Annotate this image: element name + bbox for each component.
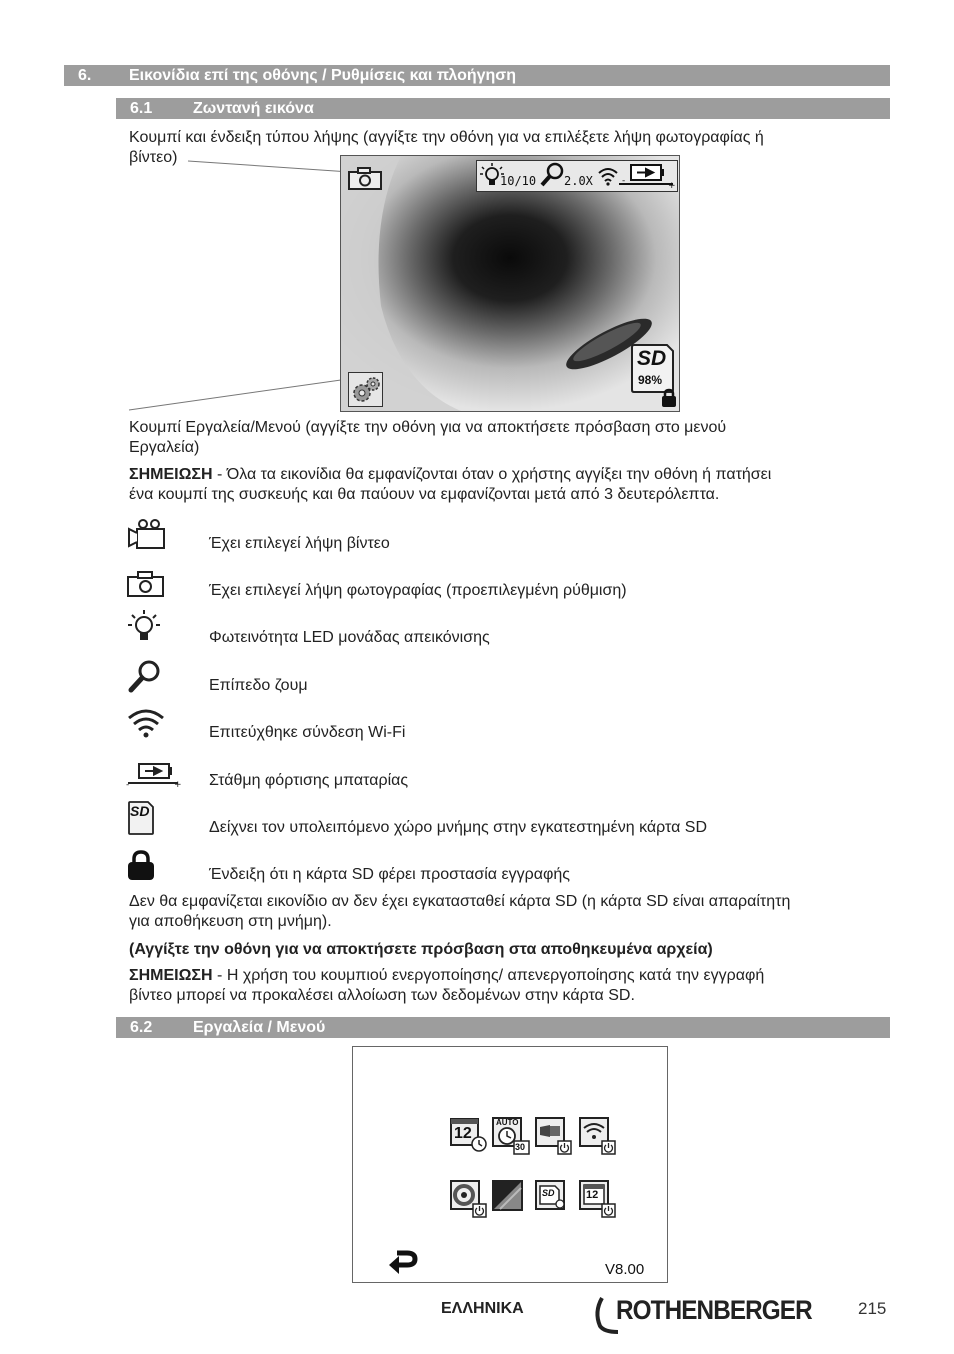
gear-icon (349, 373, 382, 406)
section-title: Ζωντανή εικόνα (193, 100, 314, 117)
date-setting-button[interactable] (450, 1117, 488, 1153)
status-bar (476, 160, 678, 192)
no-sd-note: Δεν θα εμφανίζεται εικονίδιο αν δεν έχει εγκατασταθεί κάρτα SD (η κάρτα SD είναι απαραίτητη για αποθήκευση στη μνήμη). (129, 893, 791, 930)
magnifier-icon (539, 162, 565, 188)
note-2: ΣΗΜΕΙΩΣΗ - Η χρήση του κουμπιού ενεργοποίησης/ απενεργοποίησης κατά την εγγραφή βίντεο μπορεί να προκαλέσει αλλοίωση των δεδομένων στην κάρτα SD. (129, 967, 765, 1004)
sd-label: SD (130, 803, 150, 819)
zoom-level: 2.0X (564, 174, 593, 188)
auto-off-button[interactable] (492, 1117, 530, 1155)
led-level: 10/10 (500, 174, 537, 188)
magnifier-icon (128, 659, 162, 693)
padlock-icon (127, 851, 155, 881)
svg-text:-: - (622, 176, 626, 186)
sd-card-indicator (631, 344, 673, 392)
camera-image (341, 156, 679, 411)
firmware-version: V8.00 (605, 1261, 645, 1278)
video-camera-icon (128, 518, 166, 550)
format-sd-button[interactable] (535, 1180, 569, 1212)
svg-text:+: + (668, 181, 676, 191)
return-arrow-icon (387, 1243, 419, 1275)
battery-icon (126, 762, 182, 788)
touch-hint: (Αγγίξτε την οθόνη για να αποκτήσετε πρόσβαση στα αποθηκευμένα αρχεία) (129, 941, 713, 958)
section-number: 6.2 (130, 1019, 153, 1036)
sd-label: SD (542, 1188, 555, 1198)
svg-text:-: - (126, 780, 130, 790)
contrast-icon (492, 1180, 524, 1212)
legend-text: Έχει επιλεγεί λήψη φωτογραφίας (προεπιλεγμένη ρύθμιση) (209, 582, 627, 599)
tools-menu-screen (352, 1046, 668, 1283)
section-number: 6.1 (130, 100, 153, 117)
section-6-1-header (116, 98, 890, 119)
battery-icon (619, 163, 675, 189)
legend-text: Στάθμη φόρτισης μπαταρίας (209, 772, 409, 789)
back-button[interactable] (387, 1243, 419, 1275)
sd-label: SD (637, 347, 667, 370)
section-6-2-header (116, 1017, 890, 1038)
legend-text: Έχει επιλεγεί λήψη βίντεο (209, 535, 390, 552)
legend-sd-card (128, 801, 154, 833)
tools-menu-button[interactable] (348, 372, 383, 407)
wifi-power-icon (579, 1117, 617, 1155)
wifi-icon (127, 708, 165, 738)
note-1: ΣΗΜΕΙΩΣΗ - Όλα τα εικονίδια θα εμφανίζονται όταν ο χρήστης αγγίξει την οθόνη ή πατήσει ένα κουμπί της συσκευής και θα παύουν να εμφανίζονται μετά από 3 δευτερόλεπτα. (129, 466, 772, 503)
led-power-button[interactable] (535, 1117, 573, 1155)
legend-text: Δείχνει τον υπολειπόμενο χώρο μνήμης στην εγκατεστημένη κάρτα SD (209, 819, 708, 836)
page-number: 215 (858, 1299, 887, 1318)
footer-language: ΕΛΛΗΝΙΚΑ (441, 1300, 524, 1317)
wifi-power-button[interactable] (579, 1117, 617, 1155)
section-title: Εικονίδια επί της οθόνης / Ρυθμίσεις και πλοήγηση (129, 67, 517, 84)
led-bulb-icon (127, 610, 161, 644)
legend-text: Ένδειξη ότι η κάρτα SD φέρει προστασία εγγραφής (209, 866, 570, 883)
auto-label: AUTO (496, 1118, 519, 1127)
wifi-icon (597, 166, 619, 186)
legend-text: Επιτεύχθηκε σύνδεση Wi-Fi (209, 724, 406, 741)
brand-logo (594, 1296, 844, 1336)
capture-caption: Κουμπί και ένδειξη τύπου λήψης (αγγίξτε την οθόνη για να επιλέξετε λήψη φωτογραφίας ή βίντεο) (129, 129, 764, 166)
legend-text: Φωτεινότητα LED μονάδας απεικόνισης (209, 629, 490, 646)
date-number: 12 (586, 1189, 599, 1201)
date-number: 12 (454, 1125, 472, 1142)
flip-image-button[interactable] (450, 1180, 488, 1218)
sd-percent: 98% (638, 373, 663, 387)
black-white-button[interactable] (492, 1180, 524, 1212)
rotate-power-icon (450, 1180, 488, 1218)
live-view-screen[interactable] (340, 155, 680, 412)
section-number: 6. (78, 67, 92, 84)
section-6-header (64, 65, 890, 86)
photo-camera-icon (348, 166, 382, 190)
capture-mode-button[interactable] (348, 166, 382, 190)
flashlight-power-icon (535, 1117, 573, 1155)
brand-name: ROTHENBERGER (616, 1295, 812, 1325)
section-title: Εργαλεία / Μενού (193, 1019, 326, 1036)
photo-camera-icon (127, 571, 165, 597)
auto-minutes: 30 (515, 1142, 526, 1152)
legend-text: Επίπεδο ζουμ (209, 677, 308, 694)
date-display-button[interactable] (579, 1180, 617, 1218)
svg-text:+: + (174, 780, 182, 790)
padlock-icon (661, 389, 677, 408)
tools-caption: Κουμπί Εργαλεία/Μενού (αγγίξτε την οθόνη για να αποκτήσετε πρόσβαση στο μενού Εργαλεία) (129, 419, 727, 456)
